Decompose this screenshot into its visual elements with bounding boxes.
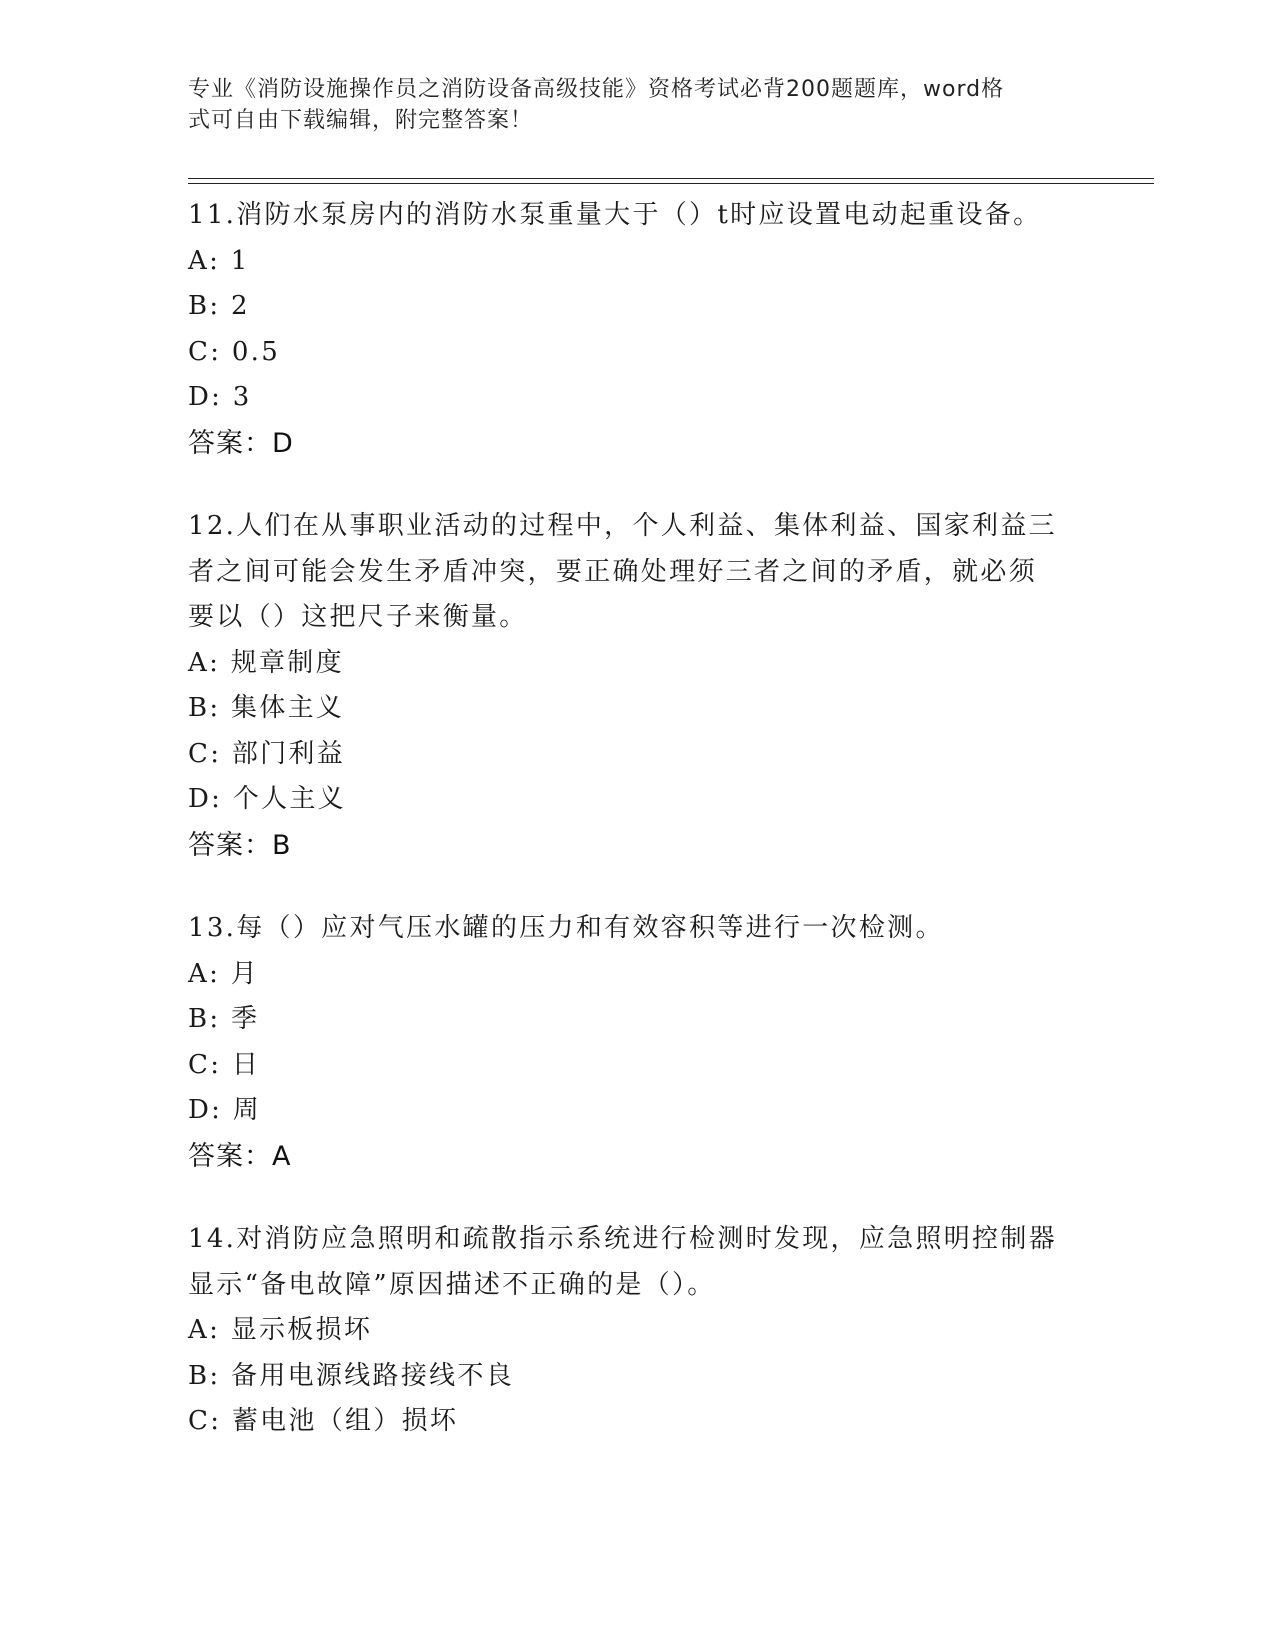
answer-label: 答案：A	[188, 1140, 292, 1172]
question-text: 13.每（）应对气压水罐的压力和有效容积等进行一次检测。	[188, 913, 944, 943]
option-b: B: 2	[188, 291, 250, 321]
question-text: 14.对消防应急照明和疏散指示系统进行检测时发现，应急照明控制器	[188, 1224, 1057, 1254]
question-text: 11.消防水泵房内的消防水泵重量大于（）t时应设置电动起重设备。	[188, 200, 1042, 230]
answer-label: 答案：D	[188, 427, 294, 459]
question-text: 要以（）这把尺子来衡量。	[188, 602, 528, 632]
option-a: A: 规章制度	[188, 647, 344, 678]
option-c: C: 0.5	[188, 336, 281, 367]
header-line-1: 专业《消防设施操作员之消防设备高级技能》资格考试必背200题题库，word格	[188, 77, 1005, 102]
header-rule-bottom	[188, 183, 1154, 184]
option-c: C: 蓄电池（组）损坏	[188, 1406, 459, 1436]
question-14	[188, 1217, 1088, 1445]
option-b: B: 备用电源线路接线不良	[188, 1360, 515, 1391]
question-12	[188, 504, 1088, 868]
option-a: A: 月	[188, 958, 260, 989]
question-list	[188, 193, 1088, 1483]
option-d: D: 3	[188, 382, 252, 412]
option-a: A: 1	[188, 245, 250, 276]
option-c: C: 部门利益	[188, 738, 346, 769]
option-c: C: 日	[188, 1049, 261, 1080]
document-header	[188, 74, 1068, 136]
option-d: D: 周	[188, 1095, 262, 1125]
option-b: B: 季	[188, 1004, 260, 1034]
header-rule-top	[188, 178, 1154, 179]
option-d: D: 个人主义	[188, 784, 346, 814]
question-13	[188, 906, 1088, 1179]
question-11	[188, 193, 1088, 466]
answer-label: 答案：B	[188, 829, 292, 861]
option-b: B: 集体主义	[188, 693, 345, 723]
question-text: 者之间可能会发生矛盾冲突，要正确处理好三者之间的矛盾，就必须	[188, 556, 1038, 587]
question-text: 显示“备电故障”原因描述不正确的是（）。	[188, 1269, 716, 1300]
question-text: 12.人们在从事职业活动的过程中，个人利益、集体利益、国家利益三	[188, 511, 1057, 541]
option-a: A: 显示板损坏	[188, 1315, 373, 1345]
header-line-2: 式可自由下载编辑，附完整答案！	[188, 108, 534, 133]
